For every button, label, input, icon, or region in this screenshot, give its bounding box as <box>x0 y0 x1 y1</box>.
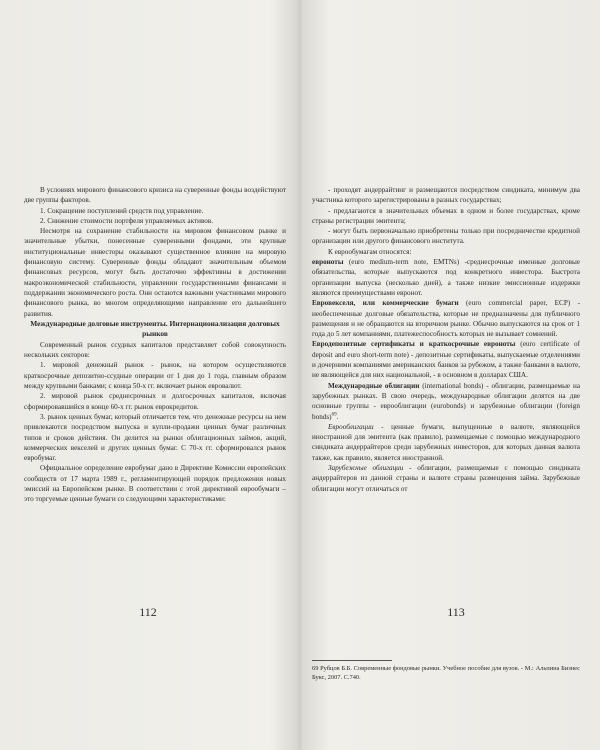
footnote-divider <box>312 660 392 661</box>
definition-text: (euro certificate of deposit and euro short-term note) - депозитные сертификаты, выпускаемые отделениями и дочерними компаниями американских банков за рубежом, а также банками в валюте, не являющейся для них национальной, - в основном в долларах США. <box>312 340 580 380</box>
paragraph: 3. рынок ценных бумаг, который отличается тем, что денежные ресурсы на нем привлекаются посредством выпуска и купли-продажи ценных бумаг различных типов и сроков действия. Он делится на рынки облигационных займов, акций, коммерческих векселей и других ценных бумаг. С 70-х гг. сформировался рынок евробумаг. <box>24 412 286 463</box>
section-title: Международные долговые инструменты. Интернационализация долговых рынков <box>30 318 280 339</box>
definition-intl-bonds <box>312 381 580 422</box>
term: евроноты <box>312 258 344 267</box>
footnote-ref: 69 <box>331 412 337 418</box>
definition-foreign-bonds <box>312 463 580 494</box>
right-text-column <box>312 185 580 494</box>
paragraph: Несмотря на сохранение стабильности на мировом финансовом рынке и значительные убытки, понесенные суверенными фондами, эти крупные институциональные инвесторы оказывают существенное влияние на мировую финансовую систему. Суверенные фонды обладают значительным объемом финансовых ресурсов, могут быть достаточно эффективны в достижении макроэкономической стабильности, управлении государственными финансами и поддержании экономического роста. Они остаются важными участниками мирового финансового рынка, во многом определяющими направление его дальнейшего развития. <box>24 227 286 318</box>
paragraph: - проходят андеррайтинг и размещаются посредством синдиката, минимум два участника которого зарегистрированы в разных государствах; <box>312 186 580 205</box>
footnote: 69 Рубцов Б.Б. Современные фондовые рынки. Учебное пособие для вузов. - М.: Альпина Бизнес Букс, 2007. С.740. <box>312 665 580 681</box>
definition-text: (international bonds) - облигации, размещаемые на зарубежных рынках. В свою очередь, международные облигации делятся на две основные группы - еврооблигации (eurobonds) и зарубежные облигации (foreign bonds) <box>312 381 581 421</box>
paragraph: 2. Снижение стоимости портфеля управляемых активов. <box>40 216 214 225</box>
term: Евродепозитные сертификаты и краткосрочные евроноты <box>312 340 516 349</box>
paragraph: Официальное определение евробумаг дано в Директиве Комиссии европейских сообществ от 17 марта 1989 г., регламентирующей порядок предложения новых эмиссий на Европейском рынке. В соответствии с этой директивой еврообумаги – это торгуемые ценные бумаги со следующими характеристиками: <box>24 464 286 504</box>
paragraph: В условиях мирового финансового кризиса на суверенные фонды воздействуют две группы факторов. <box>24 186 286 205</box>
right-page <box>300 0 600 750</box>
definition-eurobonds <box>312 422 580 463</box>
definition-text: (euro medium-term note, EMTNs) -среднесрочные именные долговые обязательства, которые выпускаются под конкретного инвестора. Быстрота организации выпуска (несколько дней), а также низкие эмиссионные издержки являются преимуществами евронот. <box>312 258 580 297</box>
term: Зарубежные облигации <box>328 464 404 473</box>
paragraph: 2. мировой рынок среднесрочных и долгосрочных капиталов, включая сформировавшийся в конце 60-х гг. рынок еврокредитов. <box>24 392 286 411</box>
definition-text: (euro commercial paper, ECP) - необеспеченные долговые обязательства, которые не предназначены для публичного размещения и не обращаются на вторичном рынке. Обычно выпускаются на срок от 1 года до 5 лет компаниями, платежеспособность которых не вызывает сомнений. <box>312 299 580 339</box>
paragraph: 1. Сокращение поступлений средств под управление. <box>40 206 204 215</box>
definition-text: - ценные бумаги, выпущенные в валюте, являющейся иностранной для эмитента (как правило), размещаемые с помощью международного синдиката андеррайтеров среди зарубежных инвесторов, для которых данная валюта также, как правило, является иностранной. <box>312 422 580 462</box>
definition-ecp <box>312 298 580 339</box>
paragraph: - могут быть первоначально приобретены только при посредничестве кредитной организации или другого финансового института. <box>312 227 580 246</box>
paragraph: К еврообумагам относятся: <box>328 247 412 256</box>
term: Еврооблигации <box>328 422 374 431</box>
left-text-column <box>24 185 286 505</box>
definition-ecd <box>312 339 580 380</box>
paragraph: 1. мировой денежный рынок - рынок, на котором осуществляются краткосрочные депозитно-ссудные операции от 1 дня до 1 года, главным образом между крупными банками; с конца 50-х гг. включает рынок евровалют. <box>24 361 286 391</box>
definition-text: . <box>336 412 339 421</box>
paragraph: Современный рынок ссудных капиталов представляет собой совокупность нескольких секторов: <box>24 340 286 360</box>
term: Евровекселя, или коммерческие бумаги <box>312 299 459 308</box>
definition-euronotes <box>312 257 580 298</box>
page-number-right: 113 <box>447 605 465 619</box>
paragraph: - предлагаются в значительных объемах в одном и более государствах, кроме страны регистрации эмитента; <box>312 206 580 225</box>
term: Международные облигации <box>328 381 420 390</box>
page-number-left: 112 <box>139 605 157 619</box>
definition-text: - облигации, размещаемые с помощью синдиката андеррайтеров из данной страны и валюте страны размещения займа. Зарубежные облигации могут отличаться от <box>312 464 580 493</box>
